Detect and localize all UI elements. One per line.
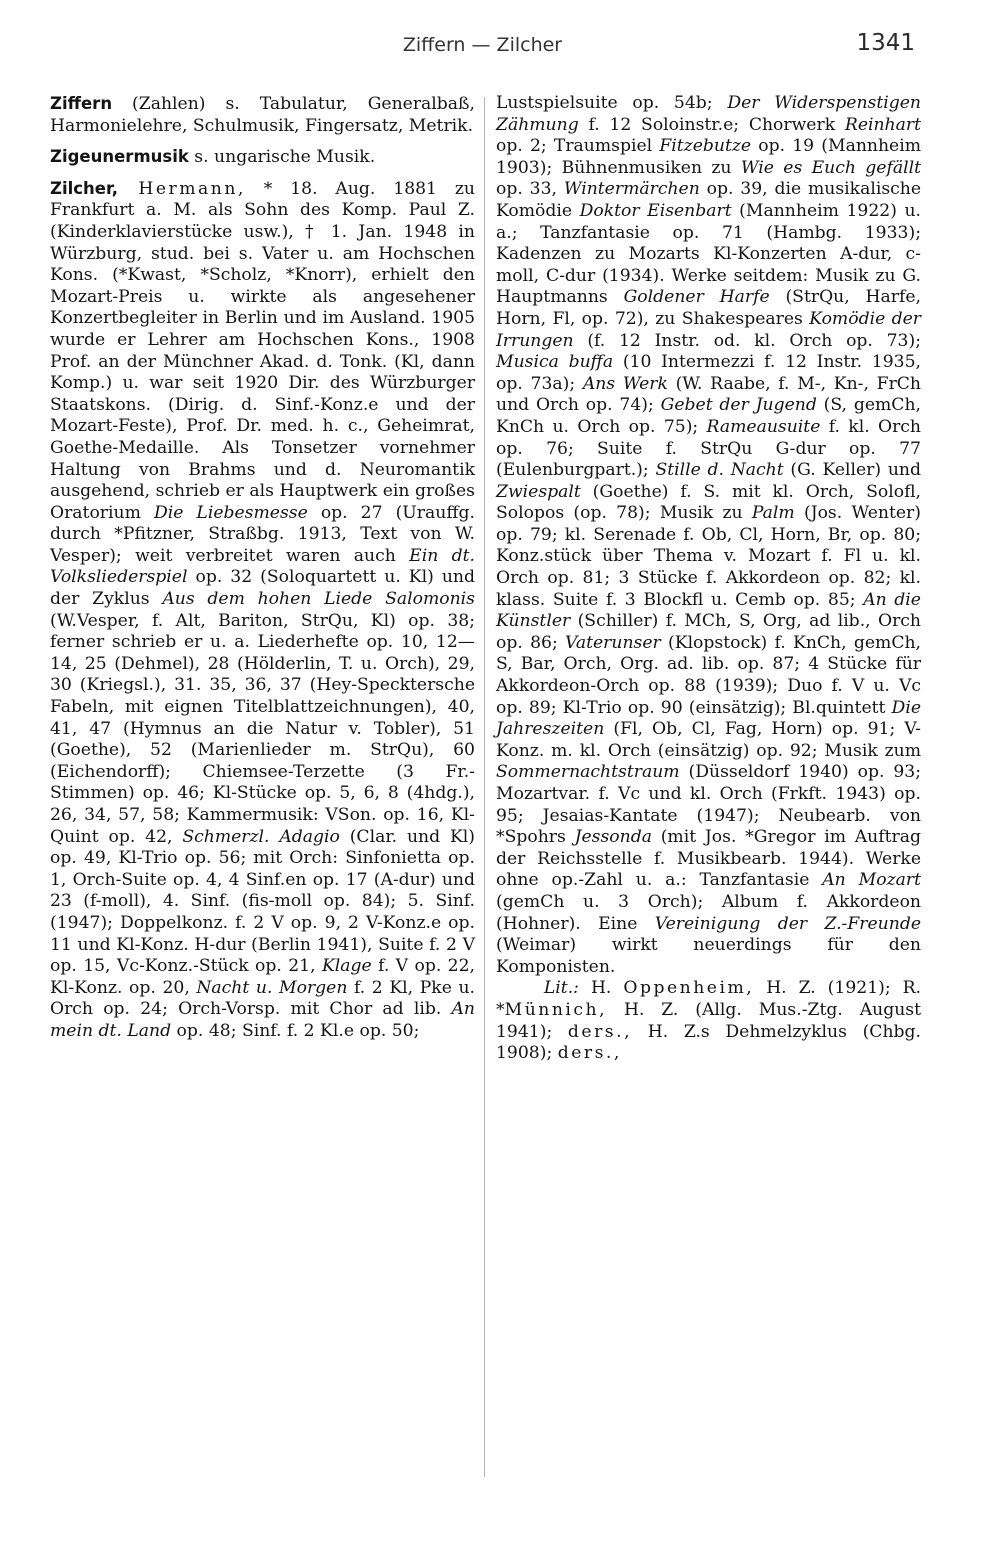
literature-section [496, 978, 921, 1064]
work-title: Rameausuite [706, 416, 821, 437]
entry-text: (Düsseldorf 1940) op. 93; Mozartvar. f. Vc und kl. Orch (Frkft. 1943) op. 95; Jesaias-Kantate (1947); Neubearb. von *Spohrs [496, 762, 921, 848]
person-name: Hermann, [117, 178, 246, 199]
entry-text: f. 12 Soloinstr.e; Chorwerk [578, 114, 845, 135]
entry-zilcher [50, 178, 475, 1043]
right-column [496, 93, 921, 1065]
entry-text: (Clar. und Kl) op. 49, Kl-Trio op. 56; mit Orch: Sinfonietta op. 1, Orch-Suite op. 4, 4 Sinf.en op. 17 (A-dur) und 23 (f-moll), 4. Sinf. (fis-moll op. 84); 5. Sinf. (1947); Doppelkonz. f. 2 V op. 9, 2 V-Konz.e op. 11 und Kl-Konz. H-dur (Berlin 1941), Suite f. 2 V op. 15, Vc-Konz.-Stück op. 21, [50, 826, 475, 977]
entry-text: (Fl, Ob, Cl, Fag, Horn) op. 91; V-Konz. m. kl. Orch (einsätzig) op. 92; Musik zum [496, 719, 921, 761]
work-title: Wintermärchen [563, 179, 700, 200]
work-title: Musica buffa [496, 352, 614, 373]
left-column [50, 93, 475, 1043]
entry-text: (Jos. Wenter) op. 79; kl. Serenade f. Ob, Cl, Horn, Br, op. 80; Konz.stück über Thema v. Mozart f. Fl u. kl. Orch op. 81; 3 Stücke f. Akkordeon op. 82; kl. klass. Suite f. 3 Blockfl u. Cemb op. 85; [496, 503, 921, 610]
entry-term: Ziffern [50, 94, 113, 113]
work-title: Ein dt. Volksliederspiel [50, 545, 475, 588]
entry-term: Zilcher, [50, 178, 118, 198]
entry-ziffern [50, 93, 475, 137]
entry-text: op. 32 (Soloquartett u. Kl) und der Zyklus [50, 567, 475, 610]
page-header [50, 30, 915, 66]
work-title: Aus dem hohen Liede Salomonis [162, 589, 475, 610]
entry-text: f. kl. Orch op. 76; Suite f. StrQu G-dur op. 77 (Eulenburgpart.); [496, 416, 921, 481]
entry-text: (mit Jos. *Gregor im Auftrag der Reichsstelle f. Musikbearb. 1944). Werke ohne op.-Zahl u. a.: Tanzfantasie [496, 827, 921, 891]
work-title: Sommernachtstraum [496, 762, 680, 783]
entry-text: op. 48; Sinf. f. 2 Kl.e op. 50; [171, 1020, 420, 1041]
literature-text: H. Z. (1921); R. * [496, 978, 921, 1020]
entry-text: (S, gemCh, KnCh u. Orch op. 75); [496, 395, 921, 437]
column-divider [484, 97, 485, 1477]
work-title: Zwiespalt [496, 481, 581, 502]
work-title: Wie es Euch gefällt [740, 157, 921, 178]
work-title: An die Künstler [496, 589, 921, 632]
entry-text: (Schiller) f. MCh, S, Org, ad lib., Orch op. 86; [496, 611, 921, 653]
work-title: Gebet der Jugend [660, 395, 817, 416]
work-title: Reinhart [844, 114, 921, 135]
running-head: Ziffern — Zilcher [402, 34, 563, 56]
entry-text: op. 2; Traumspiel [496, 136, 660, 157]
author-name: ders., [557, 1043, 622, 1064]
work-title: Ans Werk [582, 373, 668, 394]
entry-text: Lustspielsuite op. 54b; [496, 93, 728, 113]
entry-text: f. V op. 22, Kl-Konz. op. 20, [50, 956, 476, 998]
work-title: Die Jahreszeiten [496, 697, 921, 740]
author-name: Oppenheim, [623, 978, 755, 999]
work-title: Nacht u. Morgen [196, 977, 348, 998]
work-title: Palm [751, 503, 795, 524]
work-title: Komödie der Irrungen [496, 308, 921, 351]
entry-text: (Klopstock) f. KnCh, gemCh, S, Bar, Orch, Org. ad. lib. op. 87; 4 Stücke für Akkordeon-Orch op. 88 (1939); Duo f. V u. Vc op. 89; Kl-Trio op. 90 (einsätzig); Bl.quintett [496, 632, 921, 718]
entry-text: f. 2 Kl, Pke u. Orch op. 24; Orch-Vorsp. mit Chor ad lib. [50, 977, 475, 1020]
entry-text: (gemCh u. 3 Orch); Album f. Akkordeon (Hohner). Eine [496, 891, 921, 934]
entry-text: (f. 12 Instr. od. kl. Orch op. 73); [573, 330, 921, 351]
entry-text: (Mannheim 1922) u. a.; Tanzfantasie op. 71 (Hambg. 1933); Kadenzen zu Mozarts Kl-Konzerten A-dur, c-moll, C-dur (1934). Werke seitdem: Musik zu G. Hauptmanns [496, 200, 921, 308]
entry-text: (StrQu, Harfe, Horn, Fl, op. 72), zu Shakespeares [496, 287, 921, 329]
entry-zigeunermusik [50, 146, 475, 169]
work-title: An mein dt. Land [50, 999, 475, 1041]
work-title: Doktor Eisenbart [579, 200, 732, 221]
entry-zilcher-continued [496, 93, 921, 978]
page-number: 1341 [856, 30, 915, 56]
entry-text: (W. Raabe, f. M-, Kn-, FrCh und Orch op. 74); [496, 373, 922, 416]
work-title: Schmerzl. Adagio [182, 826, 340, 847]
author-name: Münnich, [504, 999, 608, 1020]
work-title: Vereinigung der Z.-Freunde [654, 913, 921, 934]
entry-term: Zigeunermusik [50, 147, 189, 167]
literature-label: Lit.: [543, 978, 579, 999]
text-columns [50, 93, 920, 1493]
entry-text: (Zahlen) s. Tabulatur, Generalbaß, Harmonielehre, Schulmusik, Fingersatz, Metrik. [50, 94, 475, 136]
work-title: An Mozart [822, 870, 921, 891]
literature-text: H. [578, 978, 624, 999]
author-name: ders., [567, 1021, 633, 1042]
literature-text: H. Z. (Allg. Mus.-Ztg. August 1941); [496, 999, 921, 1042]
literature-text: H. Z.s Dehmelzyklus (Chbg. 1908); [496, 1021, 921, 1064]
work-title: Vaterunser [565, 632, 661, 653]
work-title: Die Liebesmesse [153, 502, 308, 523]
entry-text: op. 33, [496, 179, 564, 200]
entry-text: (Goethe) f. S. mit kl. Orch, Solofl, Solopos (op. 78); Musik zu [496, 481, 921, 524]
work-title: Klage [321, 956, 372, 977]
work-title: Goldener Harfe [623, 287, 770, 308]
entry-text: (Weimar) wirkt neuerdings für den Komponisten. [496, 935, 921, 977]
work-title: Fitzebutze [659, 136, 752, 157]
entry-text: op. 19 (Mannheim 1903); Bühnenmusiken zu [496, 136, 921, 178]
entry-text: op. 39, die musikalische Komödie [496, 179, 922, 221]
entry-text: op. 27 (Urauffg. durch *Pfitzner, Straßbg. 1913, Text von W. Vesper); weit verbreitet waren auch [50, 502, 475, 566]
entry-text: * 18. Aug. 1881 zu Frankfurt a. M. als Sohn des Komp. Paul Z. (Kinderklavierstücke usw.), † 1. Jan. 1948 in Würzburg, stud. bei s. Vater u. am Hochschen Kons. (*Kwast, *Scholz, *Knorr), erhielt den Mozart-Preis u. wirkte als angesehener Konzertbegleiter in Berlin und im Ausland. 1905 wurde er Lehrer am Hochschen Kons., 1908 Prof. an der Münchner Akad. d. Tonk. (Kl, dann Komp.) u. war seit 1920 Dir. des Würzburger Staatskons. (Dirig. d. Sinf.-Konz.e und der Mozart-Feste), Prof. Dr. med. h. c., Geheimrat, Goethe-Medaille. Als Tonsetzer vornehmer Haltung von Brahms und d. Neuromantik ausgehend, schrieb er als Hauptwerk ein großes Oratorium [50, 178, 475, 523]
work-title: Stille d. Nacht [655, 460, 784, 481]
work-title: Jessonda [574, 827, 652, 848]
entry-text: (10 Intermezzi f. 12 Instr. 1935, op. 73a); [496, 352, 921, 394]
entry-text: s. ungarische Musik. [188, 147, 376, 168]
entry-text: (G. Keller) und [783, 460, 921, 481]
entry-text: (W.Vesper, f. Alt, Bariton, StrQu, Kl) op. 38; ferner schrieb er u. a. Liederhefte op. 10, 12—14, 25 (Dehmel), 28 (Hölderlin, T. u. Orch), 29, 30 (Kriegsl.), 31. 35, 36, 37 (Hey-Specktersche Fabeln, mit eignen Titelblattzeichnungen), 40, 41, 47 (Hymnus an die Natur v. Tobler), 51 (Goethe), 52 (Marienlieder m. StrQu), 60 (Eichendorff); Chiemsee-Terzette (3 Fr.-Stimmen) op. 46; Kl-Stücke op. 5, 6, 8 (4hdg.), 26, 34, 57, 58; Kammermusik: VSon. op. 16, Kl-Quint op. 42, [50, 610, 475, 847]
work-title: Der Widerspenstigen Zähmung [496, 93, 922, 135]
